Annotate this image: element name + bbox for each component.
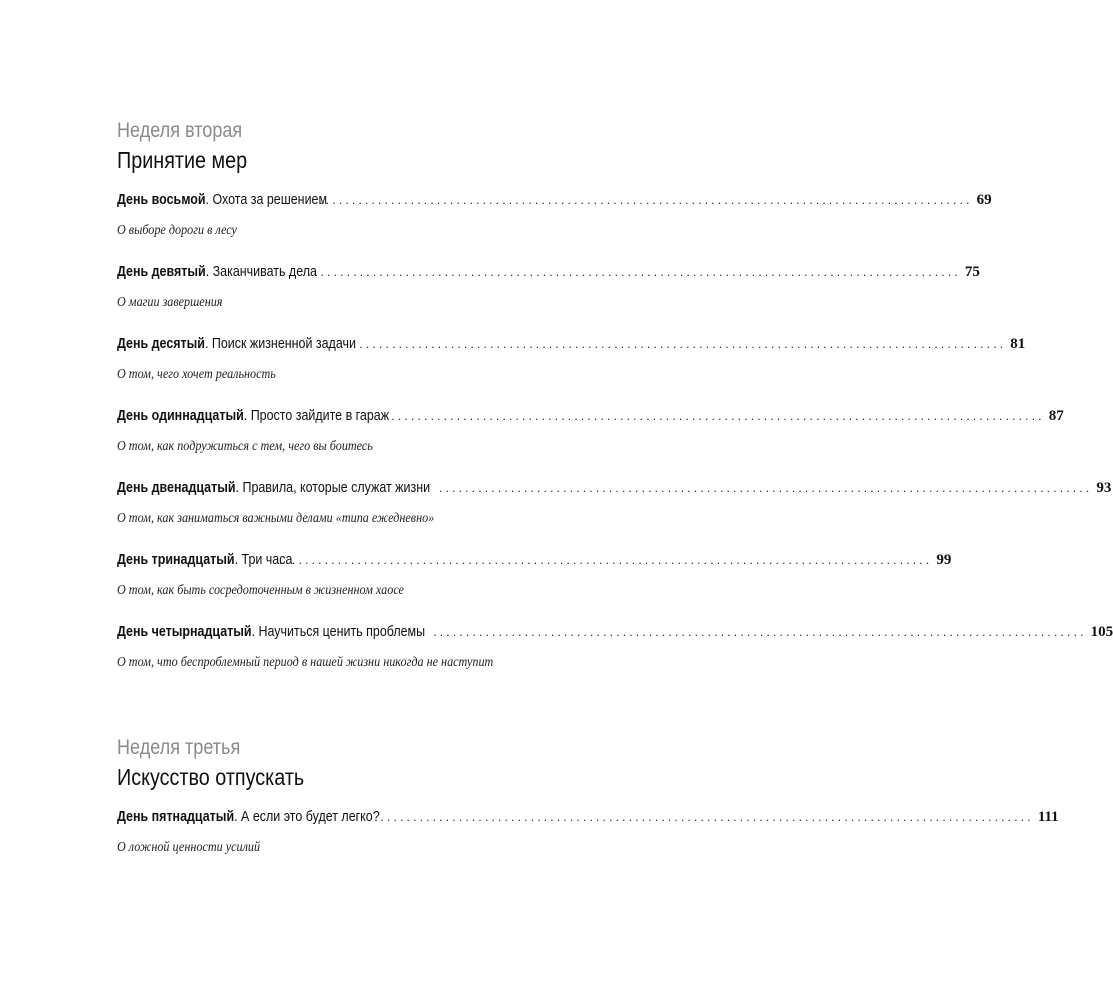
dot-leader: .................................................................................................... <box>391 409 1045 423</box>
toc-entry-title: . Просто зайдите в гараж <box>243 408 390 424</box>
toc-entry-text <box>117 336 356 352</box>
week-heading: Неделя вторая <box>117 119 243 142</box>
dot-leader: .................................................................................................... <box>319 193 973 207</box>
toc-entry-line <box>117 408 1064 430</box>
toc-entry-title: . Три часа <box>234 552 293 568</box>
toc-entry-line <box>117 624 1113 646</box>
toc-entry-description: О том, чего хочет реальность <box>117 366 276 381</box>
toc-entry-description: О ложной ценности усилий <box>117 839 261 854</box>
toc-entry-description: О том, как заниматься важными делами «типа ежедневно» <box>117 510 435 525</box>
toc-entry-text <box>117 552 292 568</box>
dot-leader: .................................................................................................... <box>433 625 1087 639</box>
dot-leader: .................................................................................................... <box>278 553 933 567</box>
toc-entry[interactable] <box>117 264 980 336</box>
toc-entry-page: 99 <box>936 552 952 568</box>
toc-entry-title: . Охота за решением <box>205 192 328 208</box>
toc-entries <box>117 192 1113 696</box>
toc-entry-title: . Поиск жизненной задачи <box>204 336 356 352</box>
dot-leader: .................................................................................................... <box>439 481 1093 495</box>
toc-entry-description: О том, как быть сосредоточенным в жизненном хаосе <box>117 582 404 597</box>
toc-entry[interactable] <box>117 552 952 624</box>
toc-entry-title: . Заканчивать дела <box>205 264 317 280</box>
toc-entry-description: О том, как подружиться с тем, чего вы боитесь <box>117 438 373 453</box>
toc-entry-title: . Правила, которые служат жизни <box>235 480 431 496</box>
toc-entry-description: О выборе дороги в лесу <box>117 222 237 237</box>
toc-entry-page: 105 <box>1090 624 1113 640</box>
toc-entry[interactable] <box>117 624 1113 696</box>
toc-entry-text <box>117 624 425 640</box>
toc-entry-page: 87 <box>1048 408 1064 424</box>
toc-entry-day: День четырнадцатый <box>117 624 252 640</box>
toc-entry-text <box>117 192 327 208</box>
toc-entry[interactable] <box>117 336 1026 408</box>
toc-entry-line <box>117 192 992 214</box>
toc-entry-text <box>117 480 430 496</box>
toc-entry-day: День двенадцатый <box>117 480 236 496</box>
toc-entry-line <box>117 552 952 574</box>
toc-entry-day: День одиннадцатый <box>117 408 244 424</box>
toc-entry-line <box>117 336 1026 358</box>
toc-entry-day: День девятый <box>117 264 206 280</box>
toc-entry-page: 75 <box>964 264 980 280</box>
toc-entry-day: День пятнадцатый <box>117 809 235 825</box>
toc-entry-text <box>117 408 389 424</box>
toc-entry-page: 69 <box>976 192 992 208</box>
toc-entry[interactable] <box>117 809 1059 881</box>
week-section <box>117 118 1113 696</box>
toc-entry-page: 93 <box>1096 480 1112 496</box>
toc-entry[interactable] <box>117 408 1064 480</box>
dot-leader: .................................................................................................... <box>307 265 961 279</box>
toc-entry-title: . Научиться ценить проблемы <box>251 624 426 640</box>
week-subtitle: Принятие мер <box>117 147 248 173</box>
toc-entry-page: 81 <box>1010 336 1026 352</box>
toc-entry-day: День тринадцатый <box>117 552 235 568</box>
toc-entry-description: О том, что беспроблемный период в нашей жизни никогда не наступит <box>117 654 494 669</box>
dot-leader: .................................................................................................... <box>380 810 1034 824</box>
week-subtitle: Искусство отпускать <box>117 764 305 790</box>
toc-entry-line <box>117 264 980 286</box>
toc-entries <box>117 809 1059 881</box>
toc-entry-title: . А если это будет легко? <box>234 809 380 825</box>
week-heading: Неделя третья <box>117 736 241 759</box>
toc-entry-line <box>117 480 1112 502</box>
toc-entry-description: О магии завершения <box>117 294 223 309</box>
toc-entry-text <box>117 809 380 825</box>
toc-entry-text <box>117 264 317 280</box>
dot-leader: .................................................................................................... <box>352 337 1007 351</box>
toc-entry-day: День десятый <box>117 336 205 352</box>
toc-entry[interactable] <box>117 192 992 264</box>
toc-entry-page: 111 <box>1037 809 1059 825</box>
toc-entry-line <box>117 809 1059 831</box>
week-section <box>117 735 1059 881</box>
toc-entry-day: День восьмой <box>117 192 206 208</box>
toc-entry[interactable] <box>117 480 1112 552</box>
